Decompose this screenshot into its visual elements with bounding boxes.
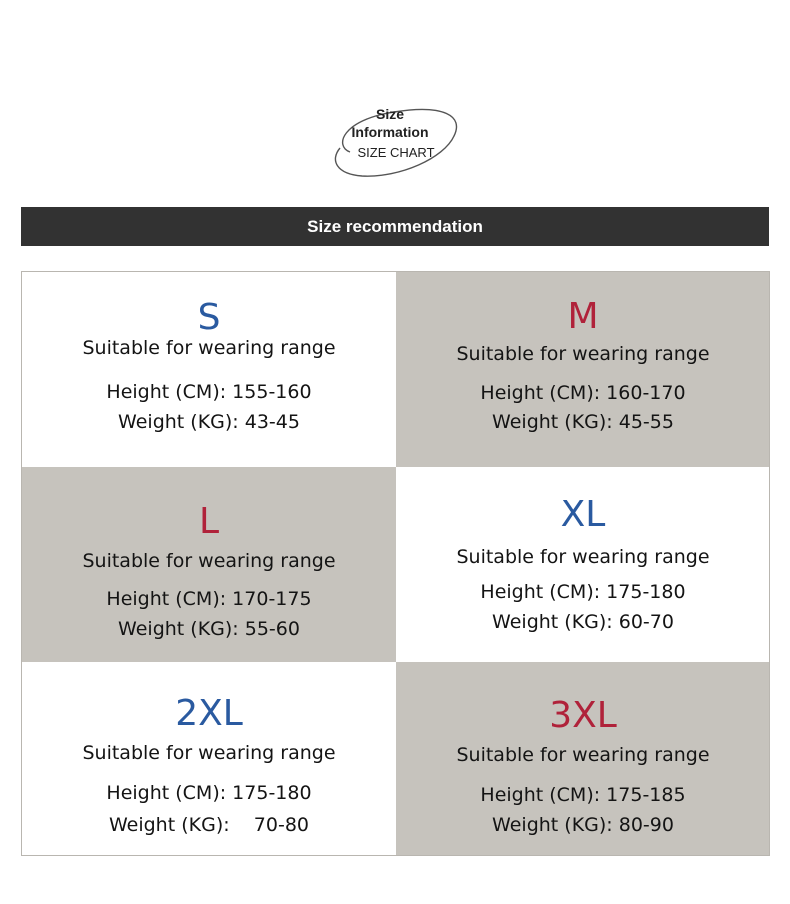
height-range: Height (CM): 170-175 [106, 588, 312, 610]
size-card-3xl [396, 662, 770, 856]
size-label: S [197, 297, 221, 338]
height-range: Height (CM): 175-185 [480, 784, 686, 806]
wearing-range-label: Suitable for wearing range [456, 546, 710, 568]
height-range: Height (CM): 155-160 [106, 381, 312, 403]
wearing-range-label: Suitable for wearing range [456, 744, 710, 766]
size-card-s [22, 272, 396, 467]
size-label: 2XL [175, 693, 243, 734]
size-label: 3XL [549, 695, 617, 736]
logo-line-size: Size [375, 106, 404, 122]
size-card-m [396, 272, 770, 467]
wearing-range-label: Suitable for wearing range [82, 742, 336, 764]
wearing-range-label: Suitable for wearing range [456, 343, 710, 365]
logo-line-information: Information [351, 124, 429, 140]
weight-range: Weight (KG): 70-80 [108, 814, 309, 836]
size-label: M [567, 296, 599, 337]
weight-range: Weight (KG): 45-55 [492, 411, 674, 433]
weight-range: Weight (KG): 55-60 [118, 618, 300, 640]
size-label: L [198, 501, 220, 542]
height-range: Height (CM): 160-170 [480, 382, 686, 404]
logo-line-size-chart: SIZE CHART [357, 145, 435, 160]
weight-range: Weight (KG): 80-90 [492, 814, 674, 836]
weight-range: Weight (KG): 60-70 [492, 611, 674, 633]
weight-range: Weight (KG): 43-45 [118, 411, 300, 433]
size-card-2xl [22, 662, 396, 856]
wearing-range-label: Suitable for wearing range [82, 550, 336, 572]
height-range: Height (CM): 175-180 [480, 581, 686, 603]
size-information-logo [332, 102, 462, 180]
size-grid [21, 271, 770, 856]
size-recommendation-banner: Size recommendation [21, 207, 769, 246]
height-range: Height (CM): 175-180 [106, 782, 312, 804]
wearing-range-label: Suitable for wearing range [82, 337, 336, 359]
size-card-l [22, 467, 396, 662]
size-card-xl [396, 467, 770, 662]
size-label: XL [560, 494, 606, 535]
